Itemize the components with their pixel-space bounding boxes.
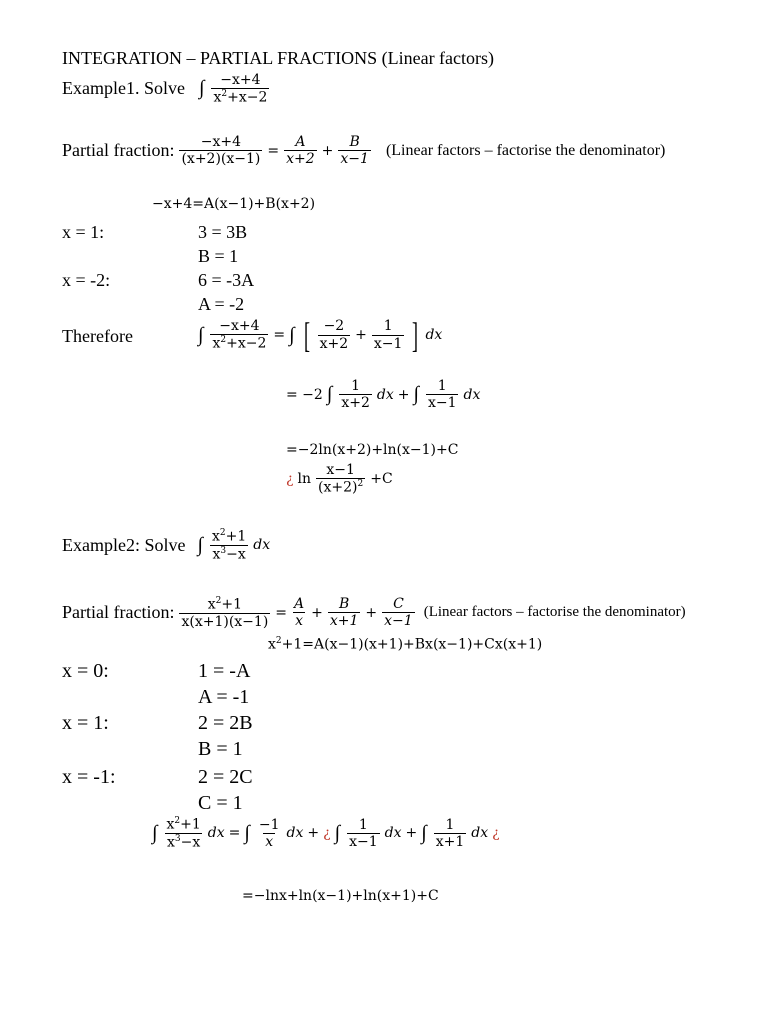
example2-identity: $x^2+1=A(x-1)(x+1)+Bx(x-1)+Cx(x+1)$	[268, 636, 543, 653]
sub1-eq: 3 = 3B	[198, 222, 248, 242]
step2-equation: = −2 ∫ $\frac{1}{x+2}$ dx + ∫ $\frac{1}{x-1}$ dx	[286, 378, 481, 412]
ex2-sub3-eq: 2 = 2C	[198, 766, 253, 788]
pf-term-b: $\frac{B}{x-1}$	[340, 134, 369, 168]
ex2-sub2-eq: 2 = 2B	[198, 712, 253, 734]
sub1-label: x = 1:	[62, 222, 105, 242]
pf-lhs: $\frac{-x+4}{(x+2)(x-1)}$	[181, 134, 261, 168]
example2-partial-fraction: Partial fraction: $\frac{x^2+1}{x(x+1)(x-1)}$ = $\frac{A}{x}$ + $\frac{B}{x+1}$ + $\frac{C}{x-1}$ (Linear factors – factorise the denominator)	[62, 596, 686, 630]
integral-symbol: ∫	[198, 77, 205, 100]
ex2-sub1-result: A = -1	[198, 686, 250, 708]
page-title: INTEGRATION – PARTIAL FRACTIONS (Linear factors)	[62, 48, 495, 68]
example2-label: Example2: Solve	[62, 534, 186, 555]
sub2-label: x = -2:	[62, 270, 111, 290]
example2-final: =−lnx+ln(x−1)+ln(x+1)+C	[242, 888, 439, 904]
step4-equation: ¿ ln $\frac{x-1}{(x+2)^2}$ +C	[286, 462, 393, 496]
example2-result-integral: ∫ $\frac{x^2+1}{x^3-x}$ dx = ∫ $\frac{-1}{x}$ dx + ¿ ∫ $\frac{1}{x-1}$ dx + ∫ $\frac{1}{x+1}$ dx ¿	[152, 816, 500, 851]
ex2-sub2-result: B = 1	[198, 738, 243, 760]
ex2-sub1-label: x = 0:	[62, 660, 109, 682]
ex2-sub1-eq: 1 = -A	[198, 660, 251, 682]
example1-heading	[62, 72, 270, 106]
sub2-eq: 6 = -3A	[198, 270, 255, 290]
example1-integrand: $\frac{-x+4}{x^2+x-2}$	[213, 72, 268, 106]
ex2-sub3-label: x = -1:	[62, 766, 116, 788]
example1-label: Example1. Solve	[62, 78, 185, 99]
therefore-label: Therefore	[62, 326, 133, 346]
pf-note: (Linear factors – factorise the denominator)	[385, 141, 666, 159]
example1-identity: −x+4=A(x−1)+B(x+2)	[152, 196, 316, 212]
example1-partial-fraction: Partial fraction: $\frac{-x+4}{(x+2)(x-1)}$ = $\frac{A}{x+2}$ + $\frac{B}{x-1}$ (Linear factors – factorise the denominator)	[62, 134, 666, 168]
ex2-sub3-result: C = 1	[198, 792, 243, 814]
pf-label: Partial fraction:	[62, 140, 175, 161]
sub1-result: B = 1	[198, 246, 239, 266]
example2-heading: Example2: Solve ∫ $\frac{x^2+1}{x^3-x}$ dx	[62, 528, 271, 563]
therefore-equation: ∫ $\frac{-x+4}{x^2+x-2}$ = ∫ [ $\frac{-2}{x+2}$ + $\frac{1}{x-1}$ ] dx	[198, 315, 443, 355]
pf-term-a: $\frac{A}{x+2}$	[286, 134, 315, 168]
ex2-sub2-label: x = 1:	[62, 712, 109, 734]
step3-equation: =−2ln(x+2)+ln(x−1)+C	[286, 442, 459, 458]
sub2-result: A = -2	[198, 294, 245, 314]
